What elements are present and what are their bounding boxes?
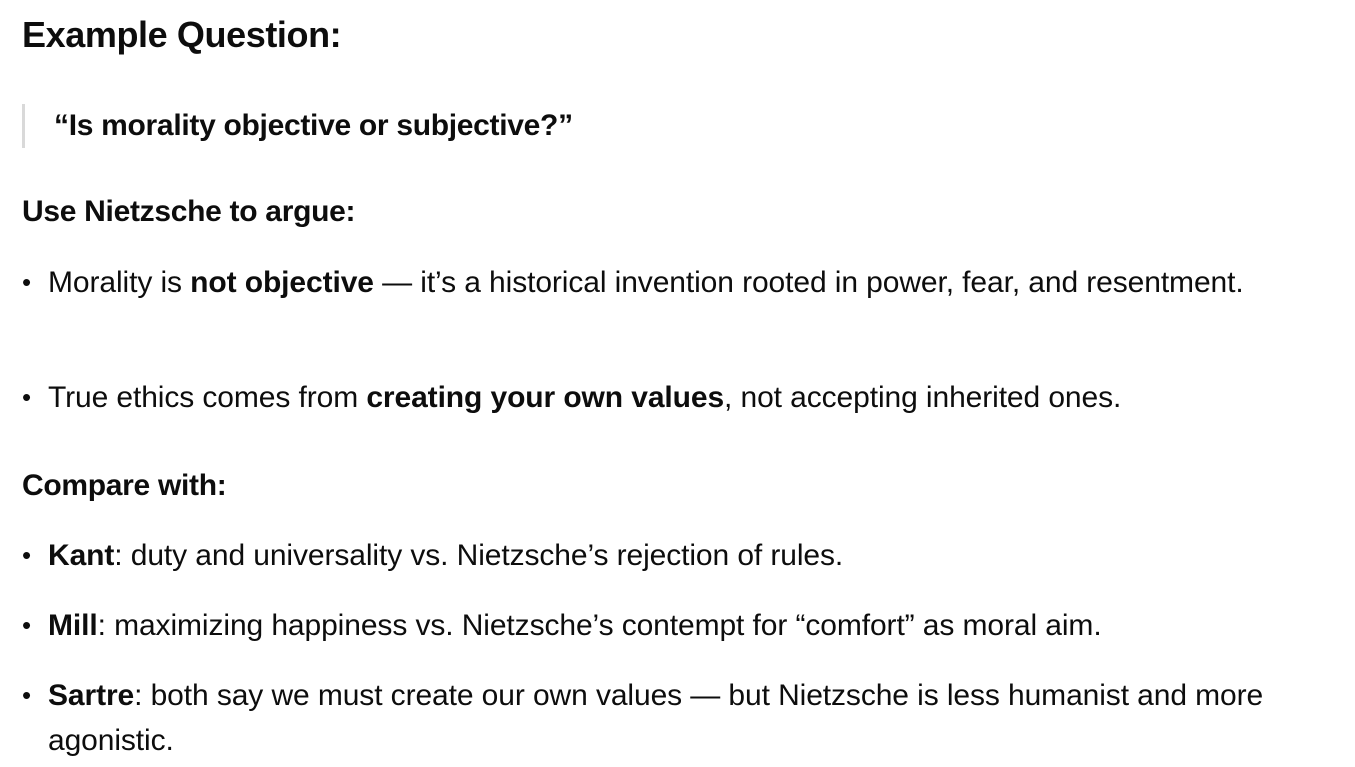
item-text-emphasis: not objective: [190, 266, 374, 299]
compare-list-item: [22, 533, 1352, 578]
compare-heading: Compare with:: [22, 469, 227, 502]
list-item-text: [48, 375, 1352, 420]
question-blockquote: [22, 104, 922, 148]
item-text-emphasis: Sartre: [48, 679, 135, 712]
bullet-icon: •: [22, 540, 32, 570]
item-text-rest: — it’s a historical invention rooted in power, fear, and resentment.: [373, 266, 1244, 299]
item-text-emphasis: Kant: [48, 539, 115, 572]
question-text: “Is morality objective or subjective?”: [54, 109, 573, 142]
list-item-text: [48, 533, 1352, 578]
item-text-emphasis: Mill: [48, 609, 98, 642]
bullet-icon: •: [22, 267, 32, 297]
example-question-heading: Example Question:: [22, 14, 342, 55]
item-text-lead: True ethics comes from: [48, 381, 367, 414]
list-item-text: [48, 603, 1352, 648]
compare-list-item: [22, 603, 1352, 648]
argue-list-item: [22, 260, 1352, 305]
bullet-icon: •: [22, 382, 32, 412]
bullet-icon: •: [22, 610, 32, 640]
item-text-emphasis: creating your own values: [366, 381, 725, 414]
item-text-rest: : duty and universality vs. Nietzsche’s rejection of rules.: [114, 539, 844, 572]
list-item-text: [48, 260, 1352, 305]
item-text-rest: , not accepting inherited ones.: [724, 381, 1122, 414]
bullet-icon: •: [22, 680, 32, 710]
argue-list-item: [22, 375, 1352, 420]
item-text-rest: : maximizing happiness vs. Nietzsche’s contempt for “comfort” as moral aim.: [97, 609, 1102, 642]
item-text-lead: Morality is: [48, 266, 191, 299]
list-item-text: [48, 673, 1352, 763]
compare-list-item: [22, 673, 1352, 763]
argue-heading: Use Nietzsche to argue:: [22, 195, 356, 228]
item-text-rest: : both say we must create our own values — but Nietzsche is less humanist and more agonistic.: [48, 679, 1264, 757]
